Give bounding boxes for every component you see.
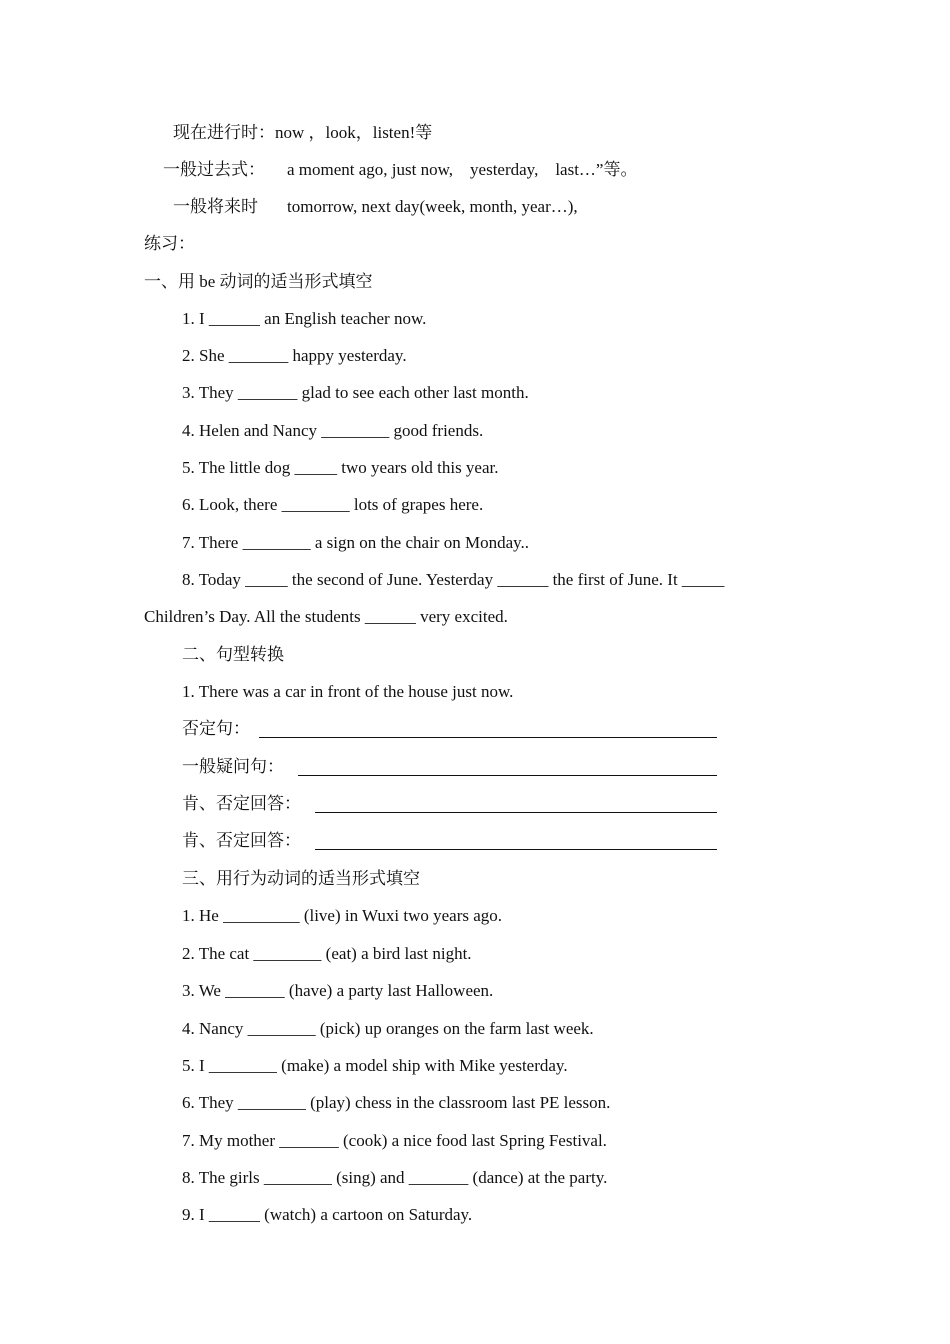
section3-item: 3. We _______ (have) a party last Halloween. xyxy=(182,981,494,1000)
short-answer-line xyxy=(315,812,717,813)
section3-item: 6. They ________ (play) chess in the classroom last PE lesson. xyxy=(182,1093,611,1112)
section1-title: 一、用 be 动词的适当形式填空 xyxy=(144,272,373,291)
section1-item: 6. Look, there ________ lots of grapes here. xyxy=(182,495,484,514)
section3-item: 9. I ______ (watch) a cartoon on Saturday. xyxy=(182,1205,473,1224)
short-answer-line xyxy=(315,849,717,850)
short-answer-label: 肯、否定回答： xyxy=(182,831,301,850)
simple-future-label: 一般将来时 xyxy=(173,197,258,216)
practice-heading: 练习： xyxy=(144,234,195,253)
section1-item: 1. I ______ an English teacher now. xyxy=(182,309,427,328)
present-continuous-note: 现在进行时：now ，look，listen!等 xyxy=(173,123,433,142)
section1-item: 3. They _______ glad to see each other last month. xyxy=(182,383,529,402)
section3-item: 7. My mother _______ (cook) a nice food last Spring Festival. xyxy=(182,1131,607,1150)
section3-title: 三、用行为动词的适当形式填空 xyxy=(182,869,420,888)
question-answer-line xyxy=(298,775,717,776)
section1-item: 4. Helen and Nancy ________ good friends. xyxy=(182,421,484,440)
section3-item: 2. The cat ________ (eat) a bird last night. xyxy=(182,944,472,963)
question-label: 一般疑问句： xyxy=(182,757,284,776)
simple-past-words: a moment ago, just now, yesterday, last…”等。 xyxy=(287,160,638,179)
section3-item: 8. The girls ________ (sing) and _______ (dance) at the party. xyxy=(182,1168,608,1187)
section1-item: 2. She _______ happy yesterday. xyxy=(182,346,407,365)
section2-title: 二、句型转换 xyxy=(182,645,284,664)
negative-answer-line xyxy=(259,737,717,738)
section1-item-continuation: Children’s Day. All the students ______ very excited. xyxy=(144,607,508,626)
section3-item: 4. Nancy ________ (pick) up oranges on the farm last week. xyxy=(182,1019,594,1038)
short-answer-label: 肯、否定回答： xyxy=(182,794,301,813)
simple-past-label: 一般过去式： xyxy=(163,160,265,179)
section2-sentence: 1. There was a car in front of the house just now. xyxy=(182,682,514,701)
section1-item: 7. There ________ a sign on the chair on Monday.. xyxy=(182,533,530,552)
section3-item: 5. I ________ (make) a model ship with Mike yesterday. xyxy=(182,1056,568,1075)
simple-future-words: tomorrow, next day(week, month, year…), xyxy=(287,197,578,216)
negative-label: 否定句： xyxy=(182,719,250,738)
section1-item: 8. Today _____ the second of June. Yesterday ______ the first of June. It _____ xyxy=(182,570,725,589)
section1-item: 5. The little dog _____ two years old this year. xyxy=(182,458,499,477)
section3-item: 1. He _________ (live) in Wuxi two years ago. xyxy=(182,906,503,925)
